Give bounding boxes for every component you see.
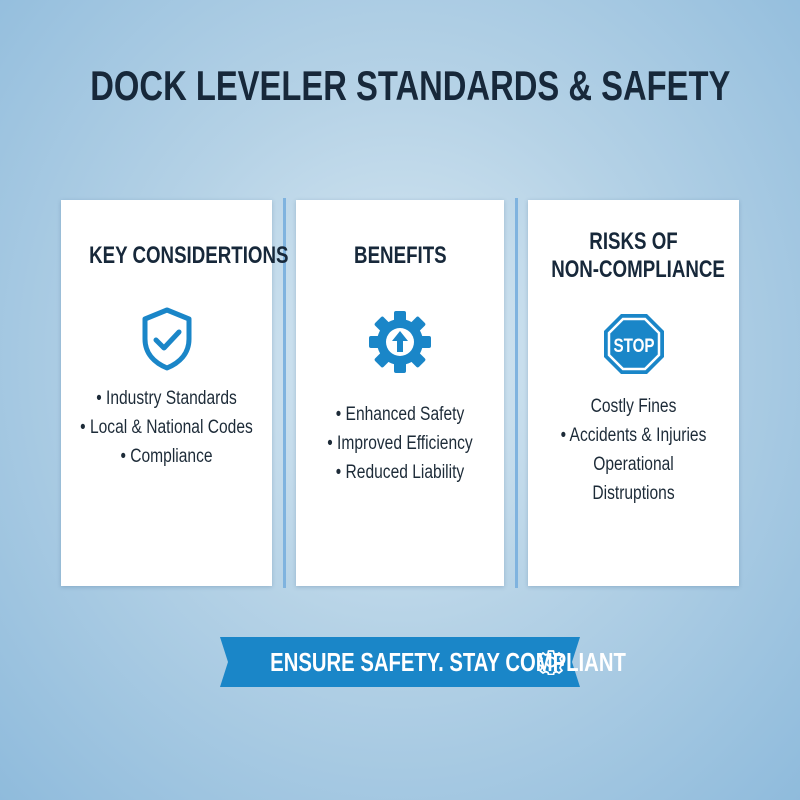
card-title: RISKS OF NON-COMPLIANCE xyxy=(551,228,725,283)
list-item: Costly Fines xyxy=(590,396,677,417)
list-item: • Industry Standards xyxy=(96,388,237,409)
card-list xyxy=(61,384,272,471)
stop-sign-icon xyxy=(602,312,666,381)
list-item: • Reduced Liability xyxy=(335,462,465,483)
list-item: • Improved Efficiency xyxy=(327,433,473,454)
divider xyxy=(515,198,518,588)
list-item: • Compliance xyxy=(120,446,213,467)
shield-check-icon xyxy=(139,306,195,377)
list-item: Distruptions xyxy=(592,483,675,504)
list-item: Operational xyxy=(593,454,674,475)
card-title: BENEFITS xyxy=(353,242,447,269)
banner-ribbon xyxy=(220,637,626,687)
card-title: KEY CONSIDERTIONS xyxy=(89,242,289,269)
list-item: • Enhanced Safety xyxy=(335,404,465,425)
list-item: • Local & National Codes xyxy=(80,417,253,438)
card-list xyxy=(296,400,504,487)
list-item: • Accidents & Injuries xyxy=(560,425,707,446)
gear-arrow-up-icon xyxy=(368,310,432,379)
page-title: DOCK LEVELER STANDARDS & SAFETY xyxy=(90,62,731,109)
card-list xyxy=(528,392,739,508)
card-risks xyxy=(528,200,739,586)
banner-text: ENSURE SAFETY. STAY COMPLIANT xyxy=(270,647,626,677)
card-benefits xyxy=(296,200,504,586)
stop-sign-text: STOP xyxy=(612,334,655,357)
card-key-considerations xyxy=(61,200,289,586)
